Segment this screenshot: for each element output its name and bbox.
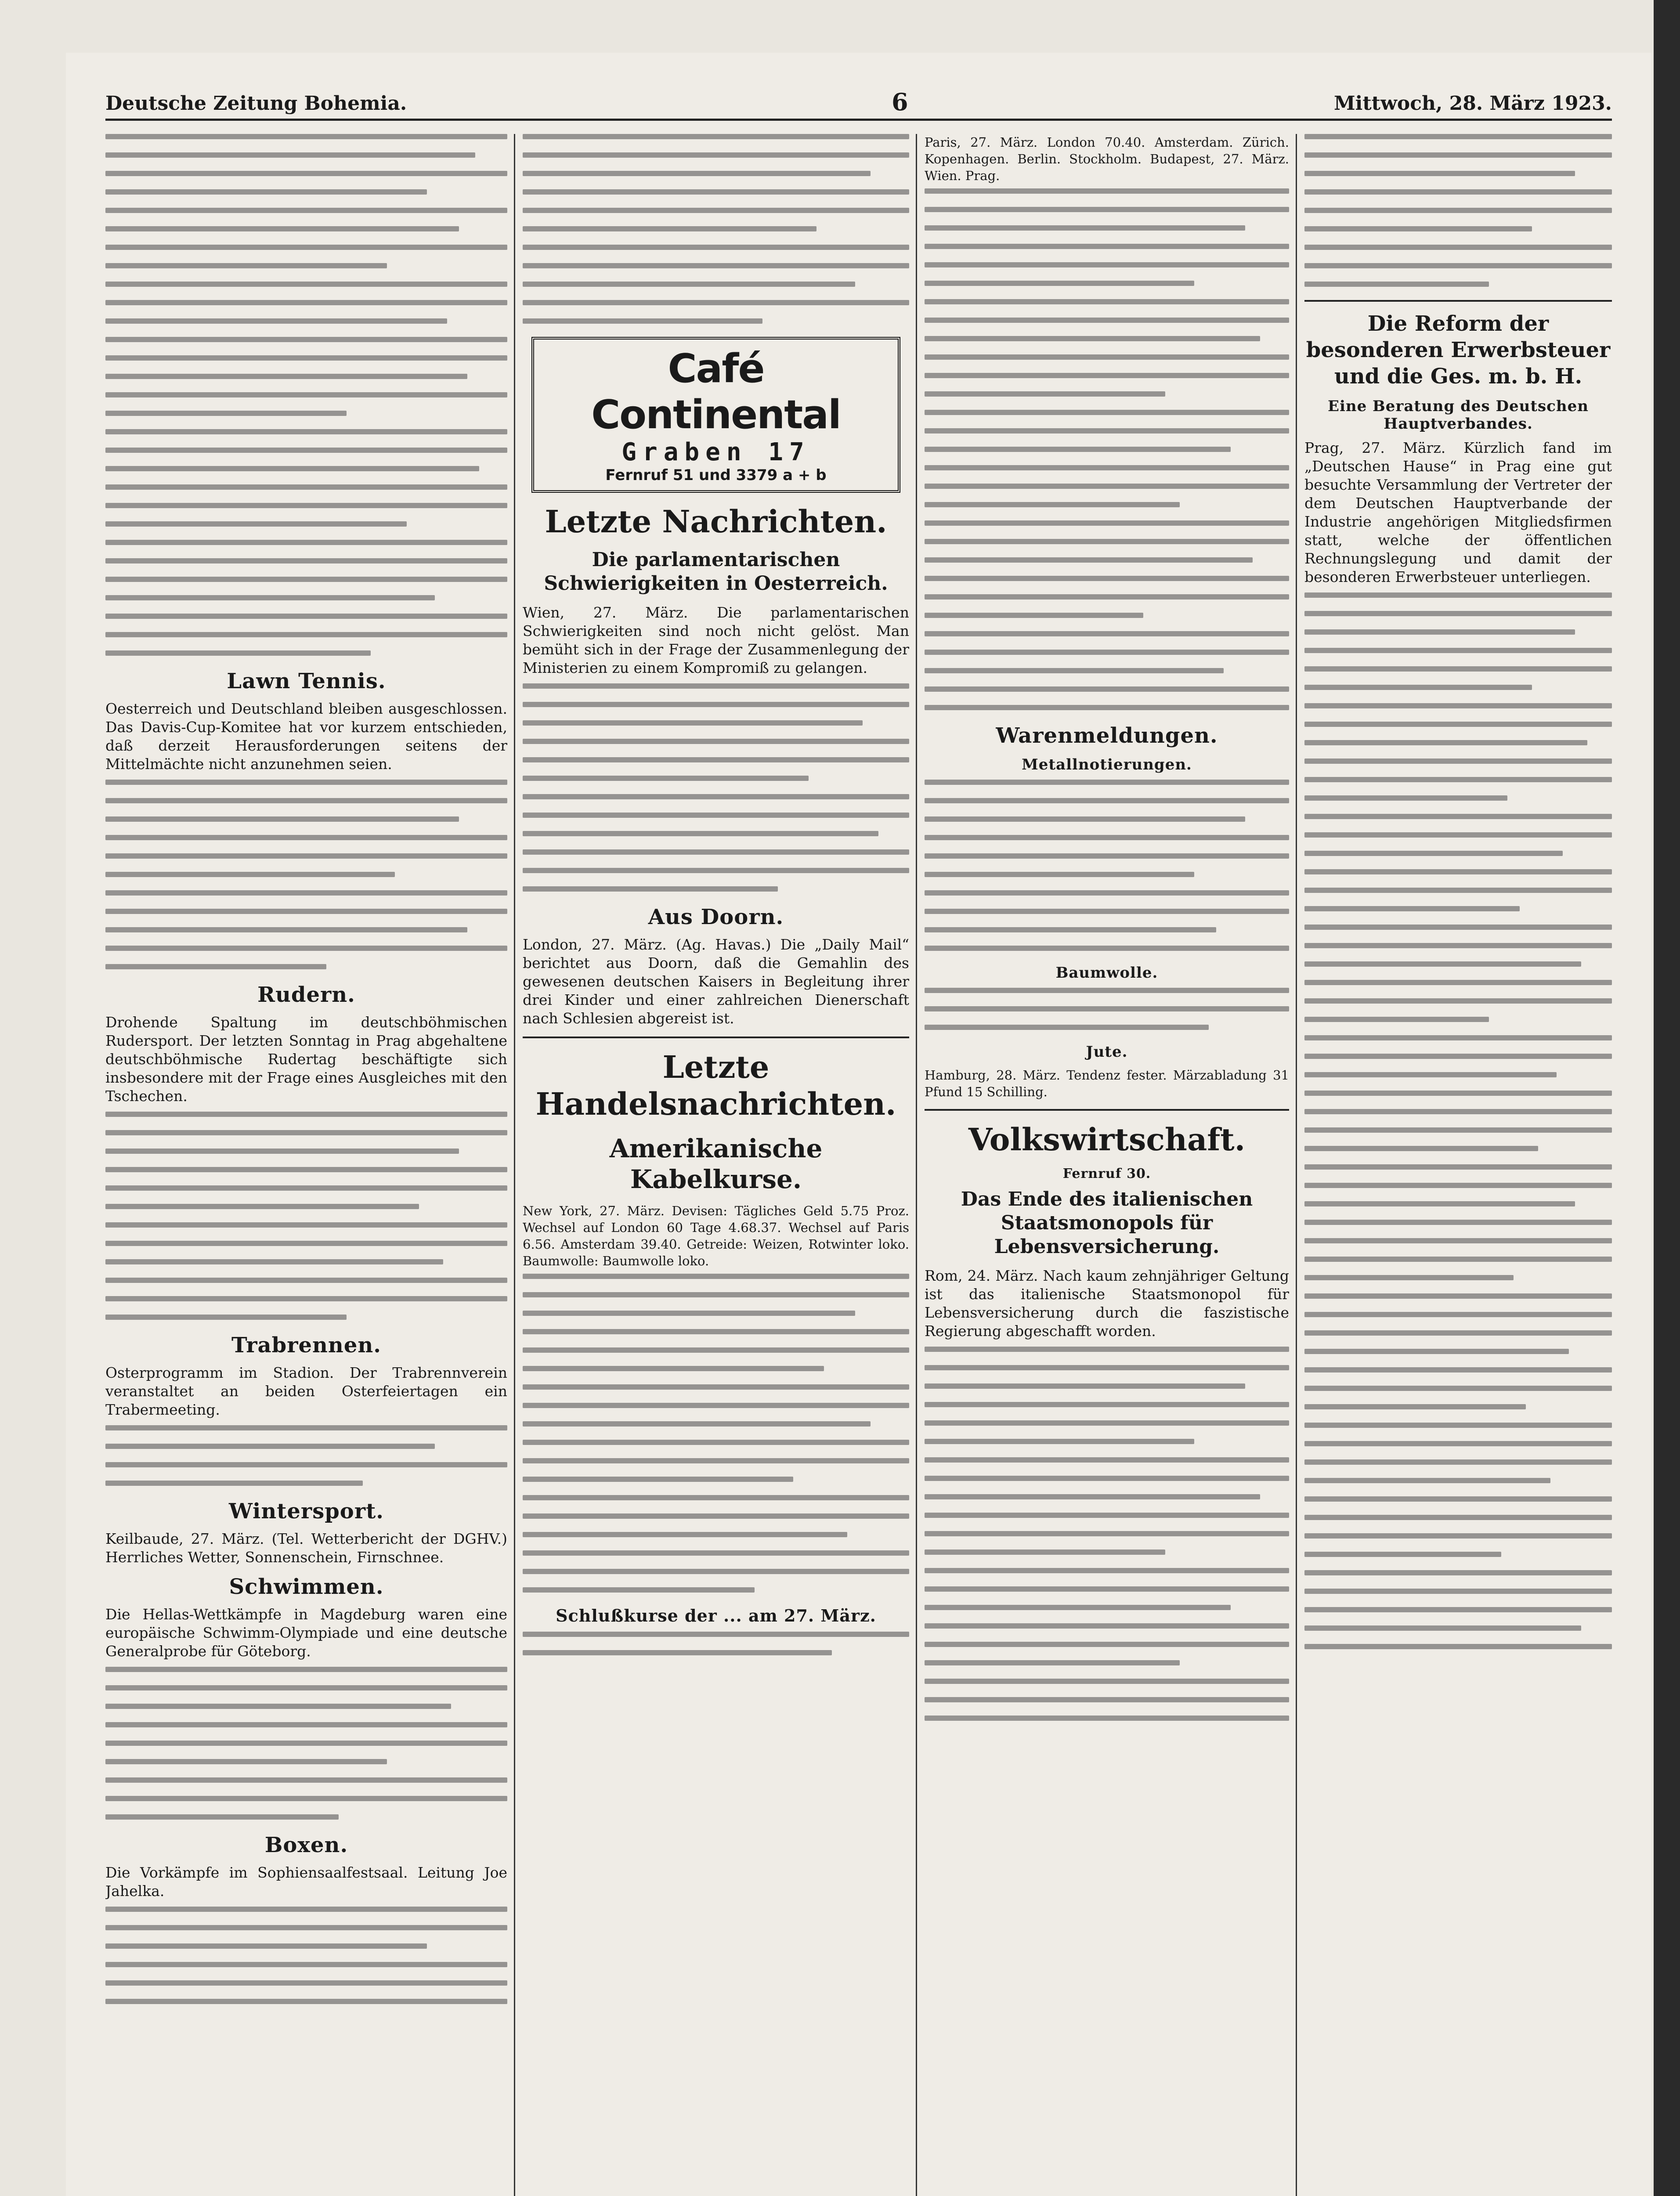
heading-wintersport: Wintersport.	[229, 1499, 384, 1524]
ad-phone: Fernruf 51 und 3379 a + b	[605, 466, 827, 484]
column-rule	[514, 134, 515, 2196]
subheading-tax-reform: Eine Beratung des Deutschen Hauptverbandes.	[1328, 397, 1589, 433]
heading-economy: Volkswirtschaft.	[968, 1121, 1246, 1158]
heading-swimming: Schwimmen.	[229, 1575, 384, 1599]
subheading-metals: Metallnotierungen.	[1022, 756, 1192, 773]
subheading-austria: Die parlamentarischen Schwierigkeiten in Oesterreich.	[544, 549, 888, 595]
heading-cotton: Baumwolle.	[1055, 964, 1158, 982]
page-number: 6	[892, 88, 908, 116]
article-doorn: London, 27. März. (Ag. Havas.) Die „Daily Mail“ berichtet aus Doorn, daß die Gemahlin des gewesenen deutschen Kaisers in Begleitung ihrer drei Kinder und einer zahlreichen Dienerschaft nach Schlesien abgereist ist.	[523, 936, 909, 1027]
newspaper-page	[66, 53, 1651, 2196]
heading-closing-rates: Schlußkurse der ... am 27. März.	[556, 1606, 876, 1625]
heading-cable-rates: Amerikanische Kabelkurse.	[609, 1134, 823, 1194]
heading-doorn: Aus Doorn.	[648, 905, 784, 929]
heading-trotting: Trabrennen.	[231, 1333, 381, 1358]
column-tax-reform	[1304, 134, 1612, 2196]
advertisement-cafe	[531, 337, 900, 493]
masthead	[105, 88, 1612, 121]
heading-tax-reform: Die Reform der besonderen Erwerbsteuer und die Ges. m. b. H.	[1306, 311, 1611, 389]
heading-boxing: Boxen.	[264, 1833, 348, 1857]
article-tax-reform: Prag, 27. März. Kürzlich fand im „Deutschen Hause“ in Prag eine gut besuchte Versammlung der Vertreter der dem Deutschen Hauptverbande der Industrie angehörigen Mitgliedsfirmen statt, welche der öffentlichen Rechnungslegung und damit der besonderen Erwerbsteuer unterliegen.	[1304, 439, 1612, 585]
column-rule	[1296, 134, 1297, 2196]
page-edge-shadow	[1654, 0, 1680, 2196]
market-quotes: Paris, 27. März. London 70.40. Amsterdam. Zürich. Kopenhagen. Berlin. Stockholm. Budapest, 27. März. Wien. Prag.	[925, 135, 1289, 183]
article-boxing: Die Vorkämpfe im Sophiensaalfestsaal. Leitung Joe Jahelka.	[105, 1864, 507, 1900]
column-rule	[916, 134, 917, 2196]
heading-monopoly: Das Ende des italienischen Staatsmonopols für Lebensversicherung.	[961, 1188, 1253, 1258]
ad-address: Graben 17	[621, 438, 810, 466]
heading-trade-news: Letzte Handelsnachrichten.	[535, 1049, 896, 1122]
heading-commodities: Warenmeldungen.	[996, 723, 1218, 748]
issue-date: Mittwoch, 28. März 1923.	[1333, 92, 1612, 115]
text-block	[105, 134, 507, 656]
article-swimming: Die Hellas-Wettkämpfe in Magdeburg waren eine europäische Schwimm-Olympiade und eine deutsche Generalprobe für Göteborg.	[105, 1606, 507, 1660]
article-tennis: Oesterreich und Deutschland bleiben ausgeschlossen. Das Davis-Cup-Komitee hat vor kurzem entschieden, daß derzeit Herausforderungen seitens der Mittelmächte nicht anzunehmen seien.	[105, 700, 507, 773]
article-wintersport: Keilbaude, 27. März. (Tel. Wetterbericht der DGHV.) Herrliches Wetter, Sonnenschein, Firnschnee.	[105, 1530, 507, 1566]
article-cable-rates: New York, 27. März. Devisen: Tägliches Geld 5.75 Proz. Wechsel auf London 60 Tage 4.68.37. Wechsel auf Paris 6.56. Amsterdam 39.40. Getreide: Weizen, Rotwinter loko. Baumwolle: Baumwolle loko.	[523, 1203, 909, 1268]
ad-title: Café Continental	[591, 346, 841, 438]
article-rowing: Drohende Spaltung im deutschböhmischen Rudersport. Der letzten Sonntag in Prag abgehaltene deutschböhmische Rudertag beschäftigte sich insbesondere mit der Frage eines Ausgleiches mit den Tschechen.	[105, 1014, 507, 1105]
column-sports	[105, 134, 507, 2196]
heading-jute: Jute.	[1086, 1043, 1128, 1061]
article-trotting: Osterprogramm im Stadion. Der Trabrennverein veranstaltet an beiden Osterfeiertagen ein Trabermeeting.	[105, 1364, 507, 1418]
economy-phone: Fernruf 30.	[1062, 1166, 1151, 1181]
heading-rowing: Rudern.	[257, 982, 355, 1007]
column-markets	[925, 134, 1289, 2196]
column-news	[523, 134, 909, 2196]
paper-name: Deutsche Zeitung Bohemia.	[105, 92, 407, 115]
heading-tennis: Lawn Tennis.	[227, 669, 386, 693]
article-monopoly: Rom, 24. März. Nach kaum zehnjähriger Geltung ist das italienische Staatsmonopol für Lebensversicherung durch die faszistische Regierung abgeschafft worden.	[925, 1267, 1289, 1340]
heading-latest-news: Letzte Nachrichten.	[545, 503, 887, 540]
article-austria: Wien, 27. März. Die parlamentarischen Schwierigkeiten sind noch nicht gelöst. Man bemüht sich in der Frage der Zusammenlegung der Ministerien zu einem Kompromiß zu gelangen.	[523, 604, 909, 676]
article-jute: Hamburg, 28. März. Tendenz fester. Märzabladung 31 Pfund 15 Schilling.	[925, 1068, 1289, 1099]
